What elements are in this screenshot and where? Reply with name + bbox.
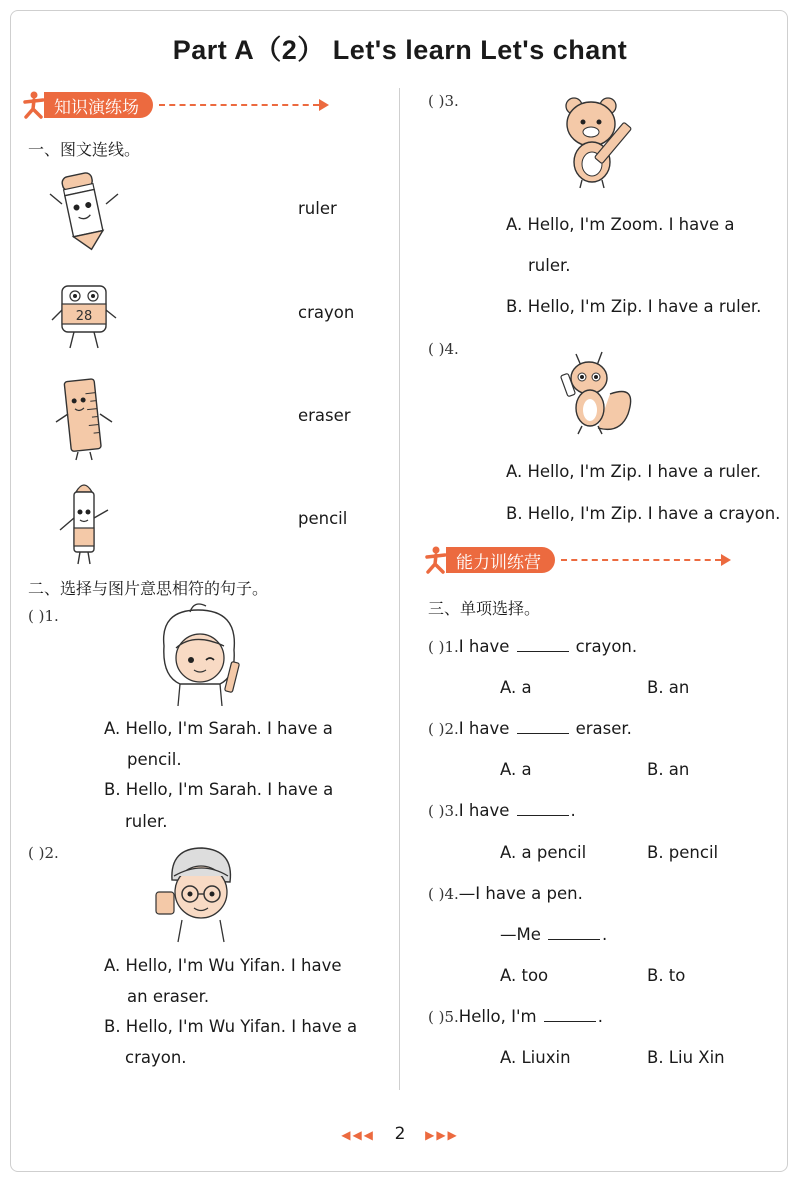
wu-yifan-boy-image <box>150 842 250 946</box>
crayon-character-image <box>44 478 124 566</box>
section2-heading: 二、选择与图片意思相符的句子。 <box>28 579 269 598</box>
left-arrows-icon: ◀◀◀ <box>341 1128 375 1142</box>
mc-question-2 <box>428 719 632 738</box>
banner-practice <box>22 90 329 120</box>
banner-dash-line <box>561 559 721 561</box>
option-a-line1: A. Hello, I'm Sarah. I have a <box>104 719 333 738</box>
option-b-line1: B. Hello, I'm Sarah. I have a <box>104 780 334 799</box>
question-number: ( )4. <box>428 885 459 903</box>
banner-arrow-icon <box>319 99 329 111</box>
sarah-girl-image <box>150 602 250 706</box>
question-number: ( )2. <box>28 844 59 862</box>
question-number: ( )5. <box>428 1008 459 1026</box>
option-a: A. Liuxin <box>500 1048 571 1067</box>
option-a-line2: pencil. <box>127 750 182 769</box>
match-word-pencil: pencil <box>298 509 348 528</box>
match-word-eraser: eraser <box>298 406 351 425</box>
option-b: B. an <box>647 760 690 779</box>
option-b-line1: B. Hello, I'm Wu Yifan. I have a <box>104 1017 358 1036</box>
option-a-line1: A. Hello, I'm Zip. I have a ruler. <box>506 462 762 481</box>
zoom-bear-image <box>552 90 644 190</box>
ruler-character-image <box>44 374 124 462</box>
banner-dash-line <box>159 104 319 106</box>
option-b-line2: crayon. <box>125 1048 187 1067</box>
mc-question-5 <box>428 1007 603 1026</box>
option-a-line2: ruler. <box>528 256 571 275</box>
option-a-line1: A. Hello, I'm Wu Yifan. I have <box>104 956 342 975</box>
runner-icon <box>424 546 448 574</box>
option-a: A. a <box>500 678 532 697</box>
answer-blank[interactable] <box>517 651 569 652</box>
option-b: B. an <box>647 678 690 697</box>
mc-question-1 <box>428 637 637 656</box>
banner-ability <box>424 545 731 575</box>
match-word-crayon: crayon <box>298 303 355 322</box>
eraser-character-image <box>44 272 124 357</box>
question-text-pre: —Me <box>500 925 541 944</box>
option-a: A. too <box>500 966 549 985</box>
question-number: ( )3. <box>428 802 459 820</box>
question-number: ( )1. <box>28 607 59 625</box>
question-text-pre: I have <box>458 719 510 738</box>
option-b-line1: B. Hello, I'm Zip. I have a crayon. <box>506 504 781 523</box>
option-b: B. pencil <box>647 843 719 862</box>
section3-heading: 三、单项选择。 <box>428 599 541 618</box>
mc-question-3 <box>428 801 576 820</box>
question-text-line1: —I have a pen. <box>458 884 583 903</box>
option-a: A. a <box>500 760 532 779</box>
option-a-line1: A. Hello, I'm Zoom. I have a <box>506 215 735 234</box>
question-number: ( )4. <box>428 340 459 358</box>
question-number: ( )3. <box>428 92 459 110</box>
banner-arrow-icon <box>721 554 731 566</box>
svg-text:28: 28 <box>75 309 93 324</box>
question-text-pre: Hello, I'm <box>458 1007 537 1026</box>
question-number: ( )2. <box>428 720 459 738</box>
option-b: B. to <box>647 966 686 985</box>
page-number: 2 <box>394 1124 406 1144</box>
question-text-post: . <box>601 925 608 944</box>
answer-blank[interactable] <box>517 815 569 816</box>
banner-ability-label: 能力训练营 <box>446 547 555 573</box>
answer-blank[interactable] <box>544 1021 596 1022</box>
question-text-post: crayon. <box>575 637 638 656</box>
section1-heading: 一、图文连线。 <box>28 140 141 159</box>
page-footer <box>0 1124 800 1144</box>
question-text-post: eraser. <box>575 719 632 738</box>
zip-squirrel-image <box>554 344 638 436</box>
match-word-ruler: ruler <box>298 199 337 218</box>
answer-blank[interactable] <box>517 733 569 734</box>
column-divider <box>399 88 400 1090</box>
banner-practice-label: 知识演练场 <box>44 92 153 118</box>
question-text-post: . <box>597 1007 603 1026</box>
runner-icon <box>22 91 46 119</box>
mc-question-4-reply <box>500 925 607 944</box>
answer-blank[interactable] <box>548 939 600 940</box>
question-text-pre: I have <box>458 637 510 656</box>
right-arrows-icon: ▶▶▶ <box>425 1128 459 1142</box>
option-b: B. Liu Xin <box>647 1048 725 1067</box>
mc-question-4 <box>428 884 583 903</box>
option-b-line2: ruler. <box>125 812 168 831</box>
question-number: ( )1. <box>428 638 459 656</box>
question-text-pre: I have <box>458 801 510 820</box>
pencil-character-image <box>44 164 124 254</box>
option-a-line2: an eraser. <box>127 987 210 1006</box>
question-text-post: . <box>570 801 576 820</box>
option-b-line1: B. Hello, I'm Zip. I have a ruler. <box>506 297 762 316</box>
option-a: A. a pencil <box>500 843 587 862</box>
page-title: Part A（2） Let's learn Let's chant <box>172 35 628 65</box>
